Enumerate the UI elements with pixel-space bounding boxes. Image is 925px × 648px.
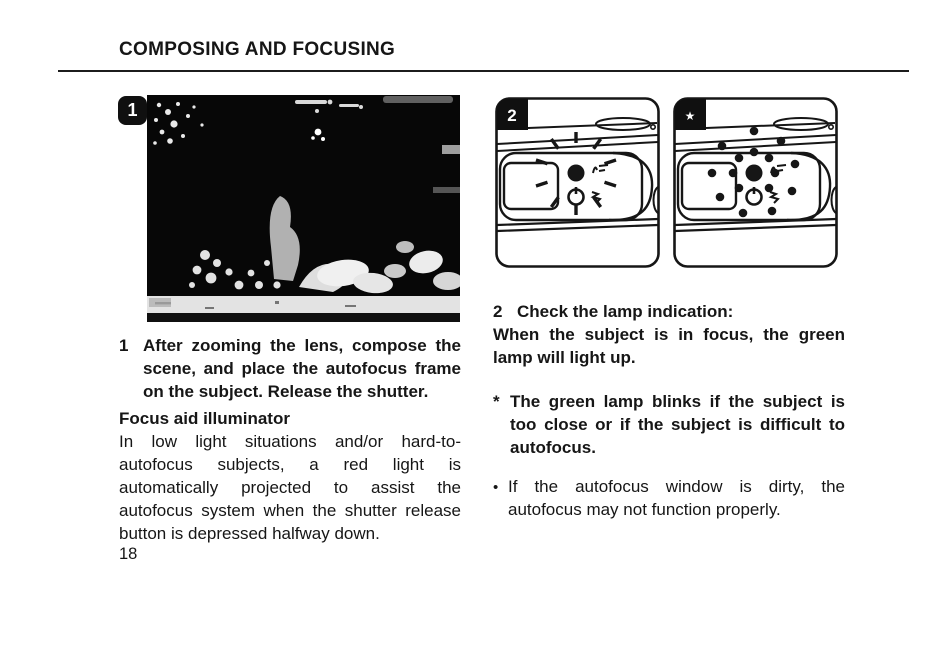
focus-indicator-icon [593,165,608,173]
figure-2-diagram [495,97,660,268]
left-column [119,334,461,545]
page-number: 18 [119,545,138,563]
figure-1-photo [147,95,460,322]
camera-back-blink-diagram [673,97,838,268]
green-lamp-icon [746,165,763,182]
right-column [493,300,845,521]
eyepiece-window [682,163,736,209]
step-1-instruction [119,334,461,403]
step-2-heading: Check the lamp indication: [517,302,734,321]
step-2-body: When the subject is in focus, the green lamp will light up. [493,325,845,367]
focus-aid-heading: Focus aid illuminator [119,409,290,428]
step-2-number: 2 [493,302,503,321]
photo-bottom-band [147,296,460,313]
star-note [493,390,845,459]
shake-warning-icon [770,192,778,203]
figure-star-badge: ★ [684,109,696,123]
page-title: COMPOSING AND FOCUSING [119,39,396,60]
step-1-text: After zooming the lens, compose the scene, and place the autofocus frame on the subject. Release the shutter. [143,336,461,401]
camera-back-lit-diagram [495,97,660,268]
photo-image [147,95,460,322]
bullet-note-text: If the autofocus window is dirty, the autofocus may not function properly. [508,477,845,519]
bullet-note [493,475,845,521]
figure-2-badge: 2 [507,106,517,125]
figure-star-diagram [673,97,838,268]
star-note-marker: * [493,392,500,411]
star-note-text: The green lamp blinks if the subject is too close or if the subject is difficult to autofocus. [510,392,845,457]
step-2-heading-line [493,300,845,323]
focus-aid-body: In low light situations and/or hard-to-autofocus subjects, a red light is automatically projected to assist the autofocus system when the shutter release button is depressed halfway down. [119,432,461,543]
eyepiece-window [504,163,558,209]
title-rule [58,70,909,72]
green-lamp-icon [568,165,585,182]
step-1-number: 1 [119,336,129,355]
figure-1-badge: 1 [118,96,147,125]
bullet-note-marker: • [493,479,499,496]
